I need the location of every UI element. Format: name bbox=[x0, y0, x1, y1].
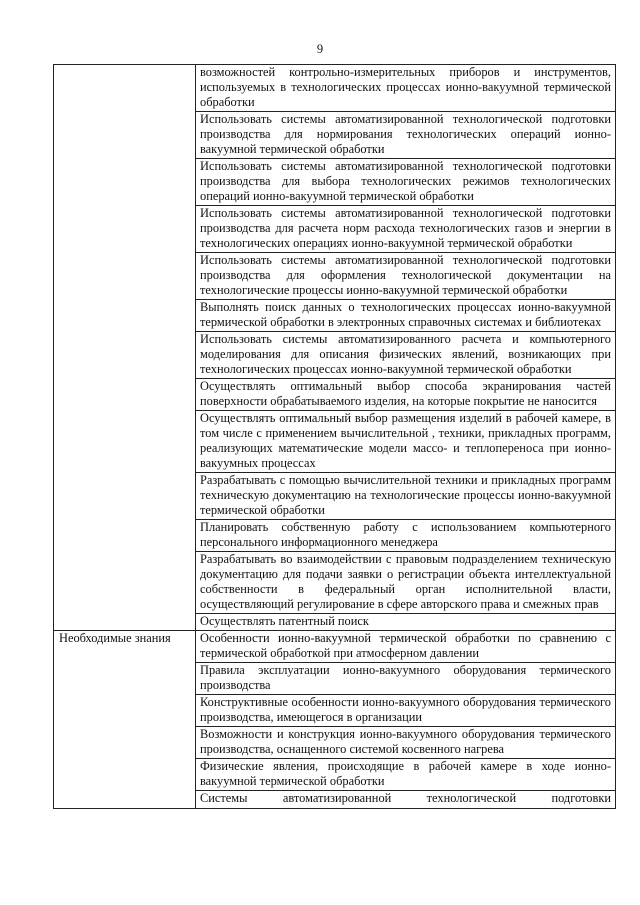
skill-item: возможностей контрольно-измерительных приборов и инструментов, используемых в технологических процессах ионно-вакуумной термической обработки bbox=[196, 65, 616, 112]
knowledge-item: Правила эксплуатации ионно-вакуумного оборудования термического производства bbox=[196, 663, 616, 695]
knowledge-item: Особенности ионно-вакуумной термической обработки по сравнению с термической обработкой при атмосферном давлении bbox=[196, 631, 616, 663]
knowledge-item: Возможности и конструкция ионно-вакуумного оборудования термического производства, оснащенного системой косвенного нагрева bbox=[196, 727, 616, 759]
skill-item: Использовать системы автоматизированной технологической подготовки производства для расчета норм расхода технологических газов и энергии в технологических операциях ионно-вакуумной термической обработки bbox=[196, 206, 616, 253]
knowledge-item: Конструктивные особенности ионно-вакуумного оборудования термического производства, имеющегося в организации bbox=[196, 695, 616, 727]
table-row bbox=[54, 65, 616, 112]
knowledge-item-cut: Системы автоматизированной технологической подготовки bbox=[196, 791, 616, 809]
table-row bbox=[54, 631, 616, 663]
skill-item: Использовать системы автоматизированного расчета и компьютерного моделирования для описания физических явлений, возникающих при технологических процессах ионно-вакуумной термической обработки bbox=[196, 332, 616, 379]
skill-item: Осуществлять оптимальный выбор способа экранирования частей поверхности обрабатываемого изделия, на которые покрытие не наносится bbox=[196, 379, 616, 411]
skill-item: Выполнять поиск данных о технологических процессах ионно-вакуумной термической обработки в электронных справочных системах и библиотеках bbox=[196, 300, 616, 332]
page-number: 9 bbox=[316, 42, 324, 56]
knowledge-item: Физические явления, происходящие в рабочей камере в ходе ионно-вакуумной термической обработки bbox=[196, 759, 616, 791]
skill-item: Осуществлять оптимальный выбор размещения изделий в рабочей камере, в том числе с применением вычислительной , техники, прикладных программ, реализующих математические модели массо- и теплопереноса при ионно-вакуумных процессах bbox=[196, 411, 616, 473]
requirements-table bbox=[53, 64, 616, 809]
skill-item: Использовать системы автоматизированной технологической подготовки производства для оформления технологической документации на технологические процессы ионно-вакуумной термической обработки bbox=[196, 253, 616, 300]
knowledge-label: Необходимые знания bbox=[54, 631, 196, 809]
skill-item: Осуществлять патентный поиск bbox=[196, 614, 616, 631]
skill-item: Разрабатывать во взаимодействии с правовым подразделением техническую документацию для подачи заявки о регистрации объекта интеллектуальной собственности в федеральный орган исполнительной власти, осуществляющий регулирование в сфере авторского права и смежных прав bbox=[196, 552, 616, 614]
skill-item: Использовать системы автоматизированной технологической подготовки производства для выбора технологических режимов технологических операций ионно-вакуумной термической обработки bbox=[196, 159, 616, 206]
skill-item: Планировать собственную работу с использованием компьютерного персонального информационного менеджера bbox=[196, 520, 616, 552]
skill-item: Разрабатывать с помощью вычислительной техники и прикладных программ техническую документацию на технологические процессы ионно-вакуумной термической обработки bbox=[196, 473, 616, 520]
skill-item: Использовать системы автоматизированной технологической подготовки производства для нормирования технологических операций ионно-вакуумной термической обработки bbox=[196, 112, 616, 159]
skills-label-cell bbox=[54, 65, 196, 631]
